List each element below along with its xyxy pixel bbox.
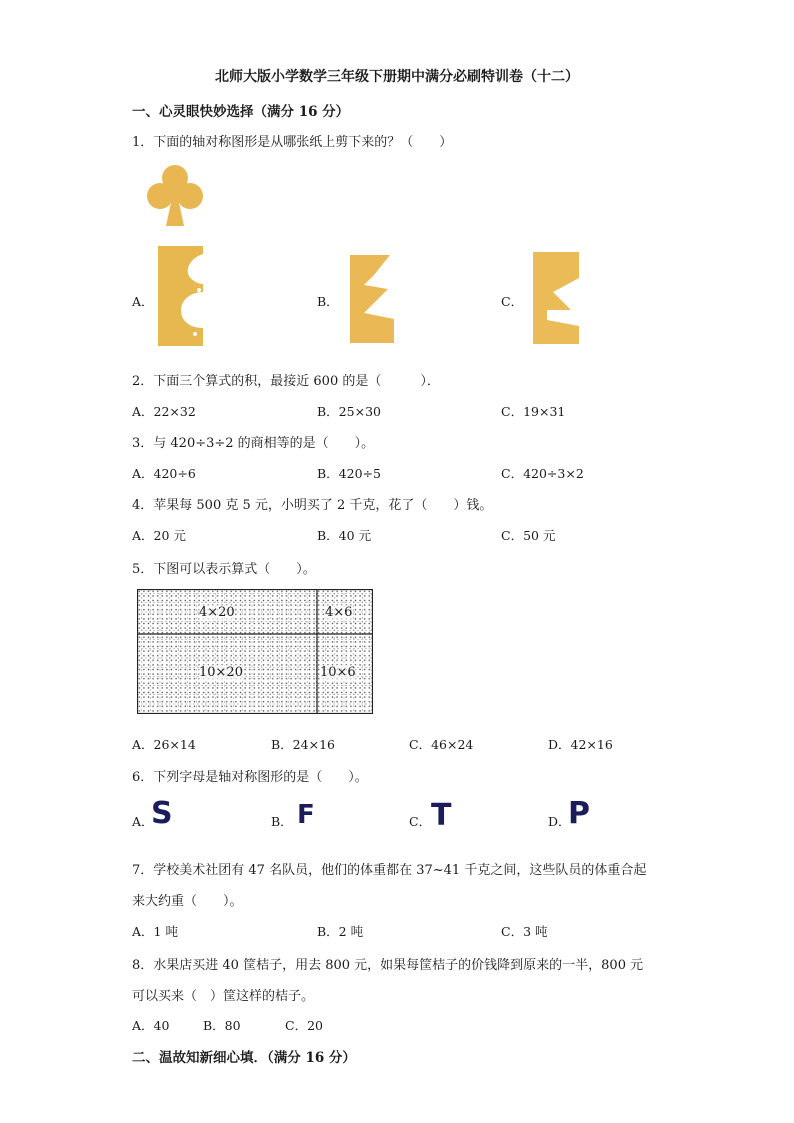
- grid-label-top-right: 4×6: [325, 605, 353, 620]
- question-1-option-c[interactable]: C．: [501, 294, 524, 309]
- letter-t-figure: T: [431, 798, 452, 833]
- grid-label-bottom-right: 10×6: [320, 665, 356, 680]
- letter-s-figure: S: [151, 796, 173, 831]
- question-1-stem: 1．下面的轴对称图形是从哪张纸上剪下来的？（ ）: [132, 135, 453, 150]
- question-3-stem: 3．与 420÷3÷2 的商相等的是（ ）。: [132, 436, 375, 451]
- dot-grid-figure: [137, 589, 373, 714]
- question-1-option-a[interactable]: A．: [132, 294, 154, 309]
- question-4-option-b[interactable]: B．40 元: [317, 528, 372, 543]
- paper-option-c-figure: [531, 252, 581, 344]
- question-7-stem-line-1: 7．学校美术社团有 47 名队员，他们的体重都在 37~41 千克之间，这些队员的体重合起: [132, 863, 647, 878]
- question-2-stem: 2．下面三个算式的积，最接近 600 的是（ ）．: [132, 374, 440, 389]
- question-8-option-c[interactable]: C．20: [285, 1018, 323, 1033]
- question-5-option-d[interactable]: D．42×16: [548, 737, 613, 752]
- letter-p-figure: P: [568, 796, 590, 831]
- grid-label-bottom-left: 10×20: [199, 665, 243, 680]
- section-heading-2: 二、温故知新细心填．（满分 16 分）: [132, 1050, 356, 1066]
- question-6-option-b[interactable]: B．: [271, 814, 293, 829]
- question-2-option-b[interactable]: B．25×30: [317, 404, 381, 419]
- question-8-stem-line-2: 可以买来（ ）筐这样的桔子。: [132, 989, 315, 1004]
- question-7-option-c[interactable]: C．3 吨: [501, 924, 548, 939]
- paper-option-b-figure: [348, 255, 396, 343]
- grid-label-top-left: 4×20: [199, 605, 235, 620]
- question-2-option-a[interactable]: A．22×32: [132, 404, 196, 419]
- question-5-stem: 5．下图可以表示算式（ ）。: [132, 562, 316, 577]
- question-8-option-b[interactable]: B．80: [203, 1018, 241, 1033]
- question-4-option-a[interactable]: A．20 元: [132, 528, 186, 543]
- question-5-option-a[interactable]: A．26×14: [132, 737, 196, 752]
- question-4-stem: 4．苹果每 500 克 5 元，小明买了 2 千克，花了（ ）钱。: [132, 498, 493, 513]
- question-6-option-d[interactable]: D．: [548, 814, 571, 829]
- question-3-option-a[interactable]: A．420÷6: [132, 466, 196, 481]
- letter-f-figure: F: [297, 800, 315, 830]
- question-5-option-c[interactable]: C．46×24: [409, 737, 474, 752]
- question-6-option-c[interactable]: C．: [409, 814, 432, 829]
- club-shape-figure: [140, 160, 210, 230]
- question-8-stem-line-1: 8．水果店买进 40 筐桔子，用去 800 元，如果每筐桔子的价钱降到原来的一半，800 元: [132, 958, 644, 973]
- question-3-option-c[interactable]: C．420÷3×2: [501, 466, 584, 481]
- question-1-option-b[interactable]: B．: [317, 294, 339, 309]
- question-2-option-c[interactable]: C．19×31: [501, 404, 566, 419]
- question-7-option-b[interactable]: B．2 吨: [317, 924, 364, 939]
- question-7-option-a[interactable]: A．1 吨: [132, 924, 178, 939]
- question-4-option-c[interactable]: C．50 元: [501, 528, 556, 543]
- question-8-option-a[interactable]: A．40: [132, 1018, 170, 1033]
- question-7-stem-line-2: 来大约重（ ）。: [132, 894, 243, 909]
- question-6-option-a[interactable]: A．: [132, 814, 154, 829]
- question-3-option-b[interactable]: B．420÷5: [317, 466, 381, 481]
- question-5-option-b[interactable]: B．24×16: [271, 737, 335, 752]
- page-title: 北师大版小学数学三年级下册期中满分必刷特训卷（十二）: [215, 69, 579, 85]
- section-heading-1: 一、心灵眼快妙选择（满分 16 分）: [132, 104, 350, 120]
- paper-option-a-figure: [155, 246, 207, 346]
- question-6-stem: 6．下列字母是轴对称图形的是（ ）。: [132, 770, 368, 785]
